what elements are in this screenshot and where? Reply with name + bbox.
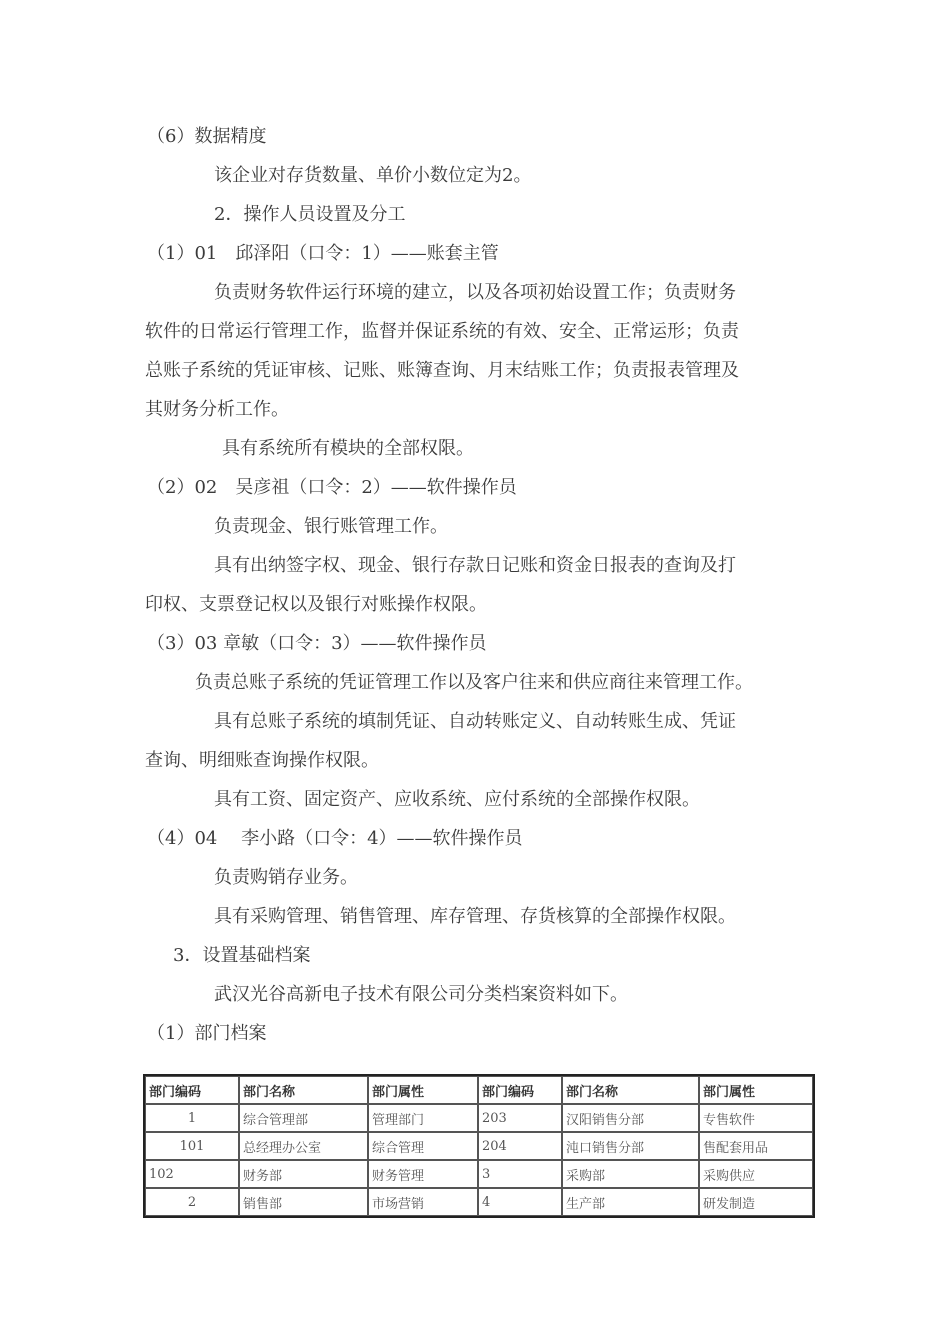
- operator-01-heading: （1）01 邱泽阳（口令：1）——账套主管: [147, 243, 499, 264]
- table-cell: 2: [145, 1188, 239, 1216]
- table-cell: 专售软件: [699, 1104, 813, 1132]
- table-cell: 生产部: [562, 1188, 699, 1216]
- operator-02-permission-line: 印权、支票登记权以及银行对账操作权限。: [145, 594, 487, 615]
- operator-04-permission: 具有采购管理、销售管理、库存管理、存货核算的全部操作权限。: [214, 906, 736, 927]
- operator-01-duty-line: 其财务分析工作。: [145, 399, 289, 420]
- operator-02-permission-line: 具有出纳签字权、现金、银行存款日记账和资金日报表的查询及打: [214, 555, 736, 576]
- table-cell: 售配套用品: [699, 1132, 813, 1160]
- table-cell: 销售部: [239, 1188, 368, 1216]
- column-header: 部门编码: [478, 1076, 562, 1104]
- table-row: [145, 1132, 813, 1160]
- table-cell: 101: [145, 1132, 239, 1160]
- table-cell: 财务部: [239, 1160, 368, 1188]
- table-cell: 财务管理: [368, 1160, 478, 1188]
- paragraph-precision: 该企业对存货数量、单价小数位定为2。: [214, 165, 532, 186]
- operator-03-heading: （3）03 章敏（口令：3）——软件操作员: [147, 633, 487, 654]
- table-cell: 管理部门: [368, 1104, 478, 1132]
- table-header-row: [145, 1076, 813, 1104]
- section-heading-operators: 2．操作人员设置及分工: [214, 204, 406, 225]
- operator-03-duty: 负责总账子系统的凭证管理工作以及客户往来和供应商往来管理工作。: [195, 672, 753, 693]
- operator-04-heading: （4）04 李小路（口令：4）——软件操作员: [147, 828, 523, 849]
- operator-01-permission: 具有系统所有模块的全部权限。: [222, 438, 474, 459]
- column-header: 部门名称: [562, 1076, 699, 1104]
- subsection-heading-departments: （1）部门档案: [147, 1023, 267, 1044]
- section-heading-data-precision: （6）数据精度: [147, 126, 267, 147]
- table-row: [145, 1104, 813, 1132]
- operator-03-permission-line: 查询、明细账查询操作权限。: [145, 750, 379, 771]
- column-header: 部门属性: [699, 1076, 813, 1104]
- table-cell: 采购供应: [699, 1160, 813, 1188]
- column-header: 部门编码: [145, 1076, 239, 1104]
- table-cell: 综合管理部: [239, 1104, 368, 1132]
- table-row: [145, 1160, 813, 1188]
- table-cell: 汉阳销售分部: [562, 1104, 699, 1132]
- column-header: 部门属性: [368, 1076, 478, 1104]
- paragraph-archives-intro: 武汉光谷高新电子技术有限公司分类档案资料如下。: [214, 984, 628, 1005]
- operator-01-duty-line: 负责财务软件运行环境的建立，以及各项初始设置工作；负责财务: [214, 282, 736, 303]
- department-table: [143, 1074, 815, 1218]
- operator-01-duty-line: 总账子系统的凭证审核、记账、账簿查询、月末结账工作；负责报表管理及: [145, 360, 739, 381]
- section-heading-basic-archives: 3．设置基础档案: [173, 945, 311, 966]
- table-cell: 沌口销售分部: [562, 1132, 699, 1160]
- operator-02-duty: 负责现金、银行账管理工作。: [214, 516, 448, 537]
- table-cell: 市场营销: [368, 1188, 478, 1216]
- operator-02-heading: （2）02 吴彦祖（口令：2）——软件操作员: [147, 477, 517, 498]
- table-cell: 4: [478, 1188, 562, 1216]
- table-row: [145, 1188, 813, 1216]
- table-cell: 综合管理: [368, 1132, 478, 1160]
- operator-03-permission-line: 具有总账子系统的填制凭证、自动转账定义、自动转账生成、凭证: [214, 711, 736, 732]
- table-cell: 102: [145, 1160, 239, 1188]
- operator-03-permission-extra: 具有工资、固定资产、应收系统、应付系统的全部操作权限。: [214, 789, 700, 810]
- table-cell: 3: [478, 1160, 562, 1188]
- table-cell: 总经理办公室: [239, 1132, 368, 1160]
- table-cell: 204: [478, 1132, 562, 1160]
- table-cell: 1: [145, 1104, 239, 1132]
- operator-04-duty: 负责购销存业务。: [214, 867, 358, 888]
- table-cell: 203: [478, 1104, 562, 1132]
- column-header: 部门名称: [239, 1076, 368, 1104]
- table-cell: 研发制造: [699, 1188, 813, 1216]
- table-cell: 采购部: [562, 1160, 699, 1188]
- operator-01-duty-line: 软件的日常运行管理工作，监督并保证系统的有效、安全、正常运形；负责: [145, 321, 739, 342]
